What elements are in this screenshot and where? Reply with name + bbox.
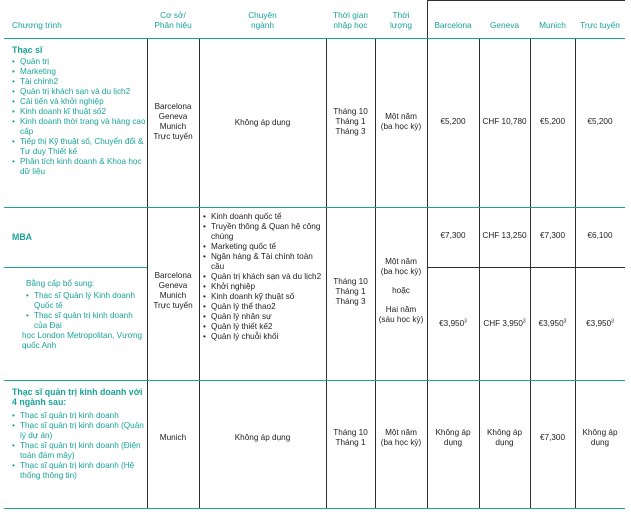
mba4-fee-barcelona: Không áp dụng — [435, 428, 471, 447]
mba4-title: Thạc sĩ quản trị kinh doanh với 4 ngành sau: — [12, 387, 143, 407]
mba4-campus: Munich — [159, 433, 187, 442]
list-item: • Tiếp thị Kỹ thuật số, Chuyển đổi & Tư duy Thiết kế — [12, 137, 146, 157]
header-intake: Thời gian nhập học — [333, 10, 368, 30]
list-item: • Thạc sĩ quản trị kinh doanh (Hệ thống thông tin) — [12, 461, 146, 481]
list-item: • Quản trị khách sạn và du lịch2 — [12, 87, 146, 97]
list-item: • Cải tiến và khởi nghiệp — [12, 97, 146, 107]
mba4-fee-geneva: Không áp dụng — [486, 428, 523, 447]
list-item: • Quản trị — [12, 57, 146, 67]
list-item: • Ngân hàng & Tài chính toàn cầu — [202, 252, 324, 272]
mba4-list — [12, 411, 146, 481]
mba-majors-cell — [202, 212, 324, 342]
list-item: • Thạc sĩ quản trị kinh doanh của Đại — [26, 311, 146, 331]
list-item: • Khởi nghiệp — [202, 282, 324, 292]
mba4-fee-online: Không áp dụng — [582, 428, 618, 447]
mba-title: MBA — [12, 232, 33, 242]
mba4-duration: Một năm (ba học kỳ) — [380, 428, 422, 447]
header-program: Chương trình — [12, 20, 62, 30]
list-item: • Marketing — [12, 67, 146, 77]
list-item: • Phân tích kinh doanh & Khoa học dữ liệu — [12, 157, 146, 177]
list-item: • Quản lý thể thao2 — [202, 302, 324, 312]
masters-fee-munich: €5,200 — [539, 117, 566, 126]
masters-fee-geneva: CHF 10,780 — [482, 117, 527, 126]
list-item: • Kinh doanh kĩ thuật số2 — [12, 107, 146, 117]
mba-fee1-barcelona: €7,300 — [440, 231, 466, 240]
masters-major: Không áp dụng — [234, 118, 291, 127]
mba-fee2-munich: €3,950$^3$ — [538, 318, 567, 328]
header-duration: Thời lượng — [389, 10, 413, 30]
masters-fee-online: €5,200 — [587, 117, 613, 126]
mba4-major: Không áp dụng — [234, 433, 291, 442]
mba-intake: Tháng 10 Tháng 1 Tháng 3 — [333, 277, 368, 306]
mba-duration: Một năm (ba học kỳ) hoặc Hai năm (sáu học kỳ) — [378, 257, 424, 324]
mba-fee2-geneva: CHF 3,950$^3$ — [483, 318, 526, 328]
mba-extra-title: Bằng cấp bổ sung: — [26, 279, 95, 288]
header-campus: Cơ sở/ Phân hiệu — [154, 10, 192, 30]
mba4-intake: Tháng 10 Tháng 1 — [333, 428, 368, 447]
masters-campus: Barcelona Geneva Munich Trực tuyến — [153, 102, 193, 141]
mba-fee1-geneva: CHF 13,250 — [482, 231, 527, 240]
mba-fee2-online: €3,950$^3$ — [586, 318, 614, 328]
mba-fee2-barcelona: €3,950$^3$ — [439, 318, 467, 328]
masters-intake: Tháng 10 Tháng 1 Tháng 3 — [333, 107, 368, 136]
header-geneva: Geneva — [489, 20, 520, 30]
list-item: • Quản lý nhân sự — [202, 312, 324, 322]
header-barcelona: Barcelona — [434, 20, 472, 30]
mba-fee1-online: €6,100 — [587, 231, 613, 240]
list-item: • Thạc sĩ quản trị kinh doanh (Quản lý dự án) — [12, 421, 146, 441]
mba-extra-cell — [22, 279, 146, 351]
list-item: • Quản lý thiết kế2 — [202, 322, 324, 332]
header-online: Trực tuyến — [580, 20, 620, 30]
masters-program-cell — [12, 45, 146, 177]
list-item: • Marketing quốc tế — [202, 242, 324, 252]
masters-duration: Một năm (ba học kỳ) — [380, 112, 422, 131]
list-item: • Thạc sĩ quản trị kinh doanh (Điện toán đám mây) — [12, 441, 146, 461]
mba4-fee-munich: €7,300 — [539, 433, 566, 442]
list-item: • Thạc sĩ quản trị kinh doanh — [12, 411, 146, 421]
masters-list — [12, 57, 146, 177]
list-item: • Kinh doanh kỹ thuật số — [202, 292, 324, 302]
header-munich: Munich — [539, 20, 566, 30]
list-item: • Truyền thông & Quan hệ công chúng — [202, 222, 324, 242]
mba-extra-tail: học London Metropolitan, Vương quốc Anh — [22, 331, 143, 350]
list-item: • Kinh doanh thời trang và hàng cao cấp — [12, 117, 146, 137]
mba-campus: Barcelona Geneva Munich Trực tuyến — [153, 271, 193, 310]
masters-title: Thạc sĩ — [12, 45, 43, 55]
list-item: • Thạc sĩ Quản lý Kinh doanh Quốc tế — [26, 291, 146, 311]
mba-fee1-munich: €7,300 — [539, 231, 566, 240]
list-item: • Quản trị khách sạn và du lịch2 — [202, 272, 324, 282]
mba-extra-list — [26, 291, 146, 331]
list-item: • Kinh doanh quốc tế — [202, 212, 324, 222]
masters-fee-barcelona: €5,200 — [440, 117, 466, 126]
list-item: • Tài chính2 — [12, 77, 146, 87]
header-major: Chuyên ngành — [248, 10, 277, 30]
list-item: • Quản lý chuỗi khối — [202, 332, 324, 342]
mba-majors-list — [202, 212, 324, 342]
mba4-program-cell — [12, 387, 146, 481]
